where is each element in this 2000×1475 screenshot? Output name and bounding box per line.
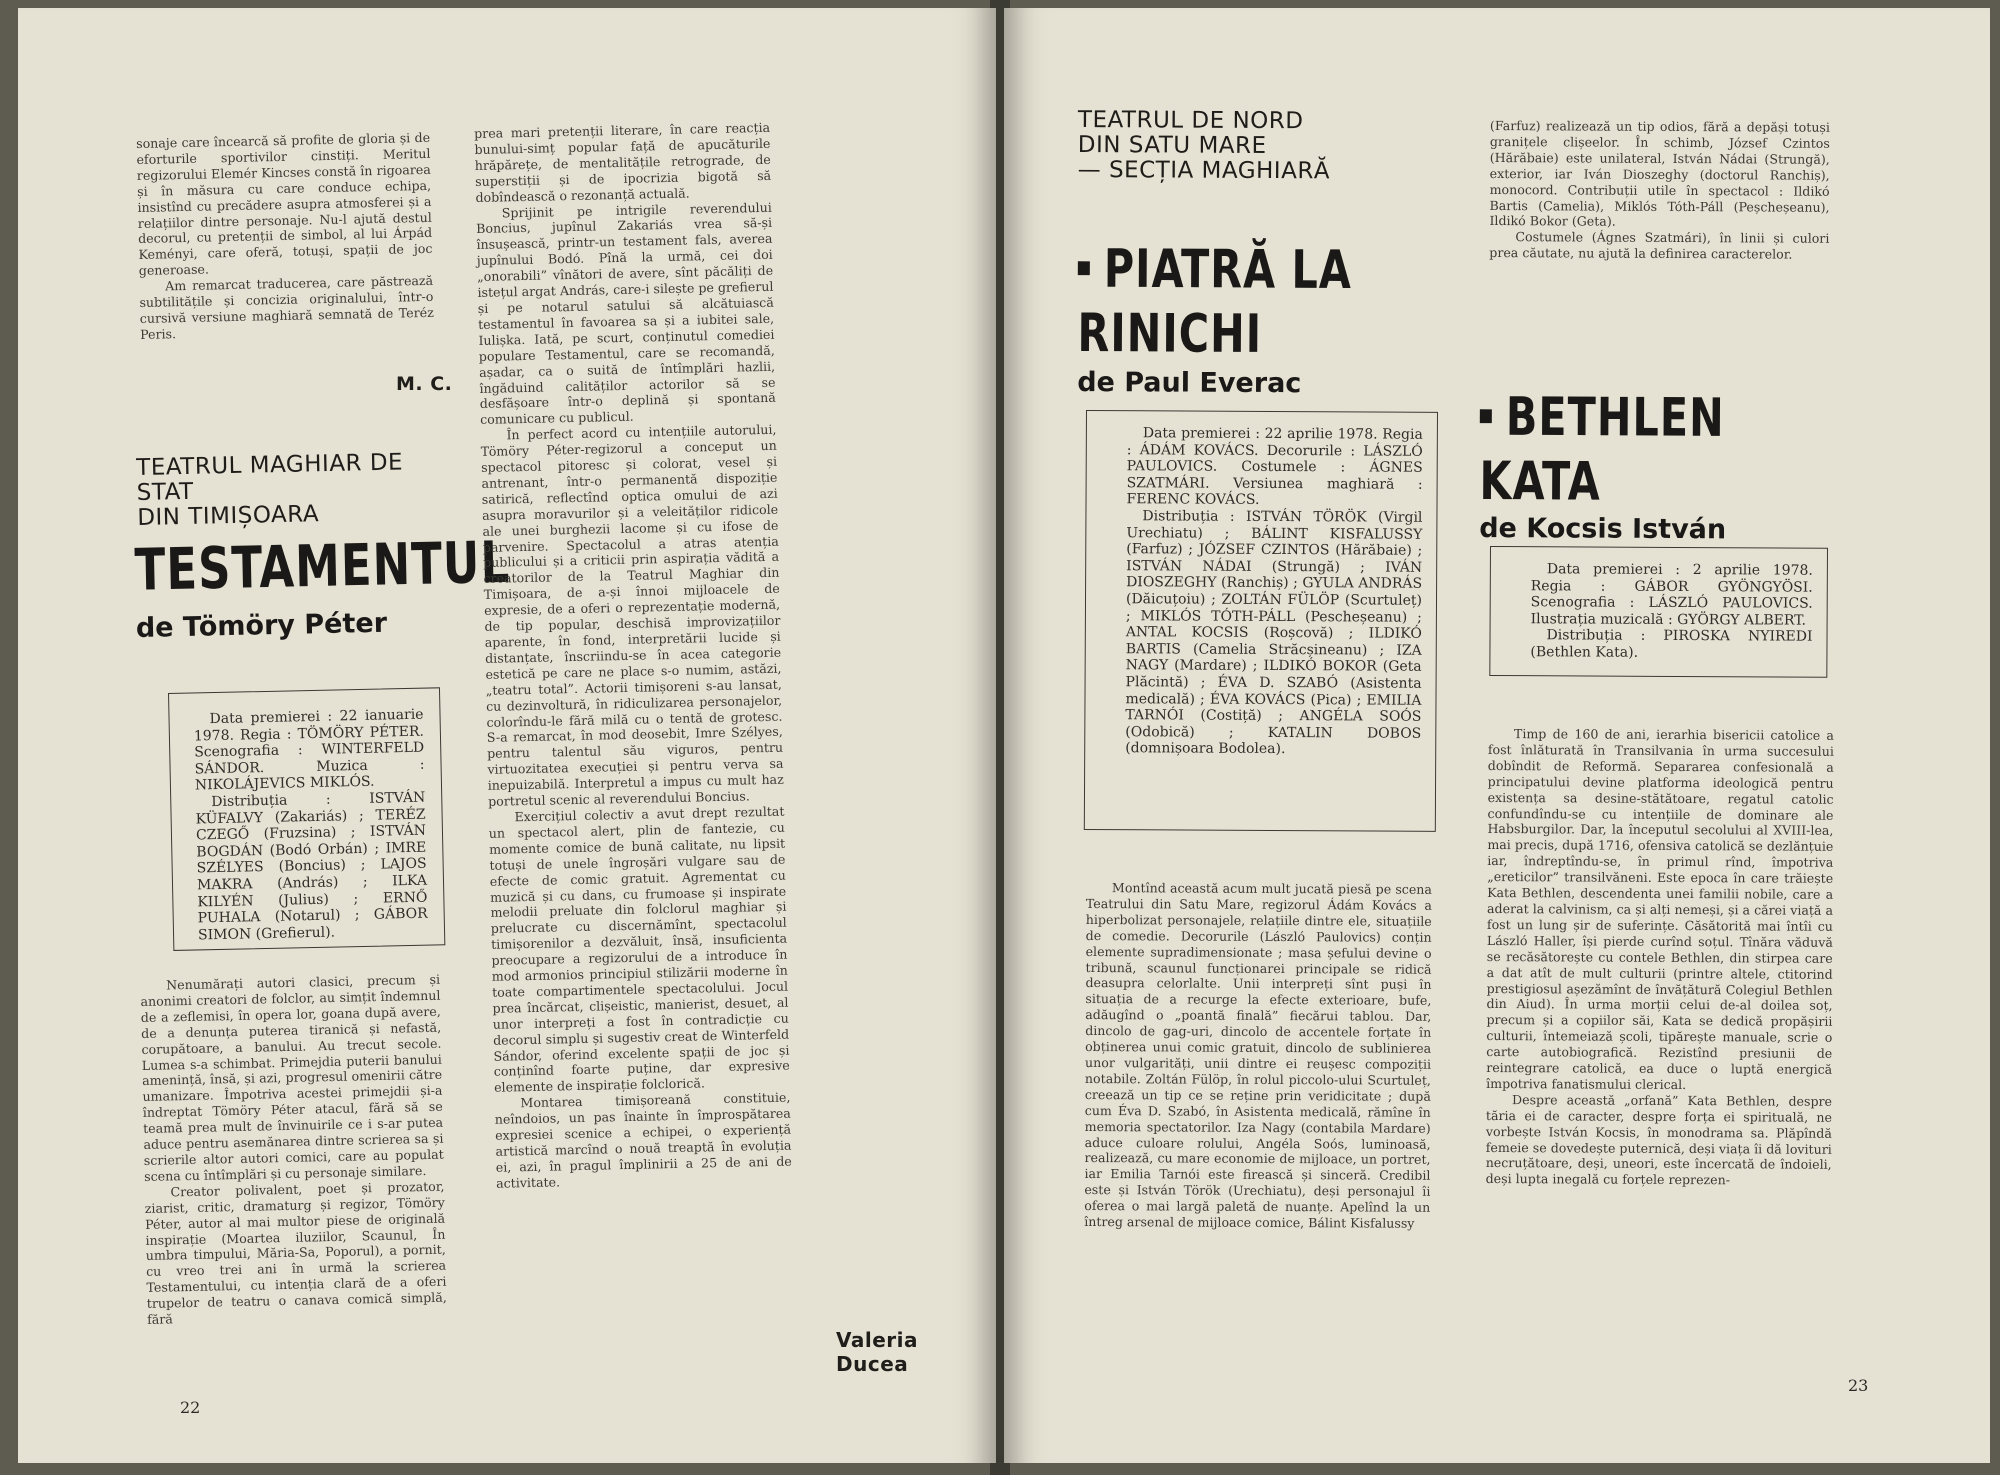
signature-mc: M. C.: [396, 373, 453, 395]
paragraph: Montînd această acum mult jucată piesă pe scena Teatrului din Satu Mare, regizorul Ádám Kovács a hiperbolizat personajele, relațiile dintre ele, situațiile de comedie. Decorurile (László Paulovics) conțin elemente supradimensionate ; masa șefului devine o tribună, scaunul funcționarei principale se ridică deasupra celorlalte. Unii interpreți sînt puși în situația de a recurge la efecte exterioare, bufe, adăugînd o „poantă finală” fiecărui tablou. Dar, dincolo de gag-uri, dincolo de accentele forțate în obținerea unui comic gratuit, dincolo de sublinierea unor vulgarități, unii dintre ei reușesc compoziții notabile. Zoltán Fülöp, în rolul piccolo-ului Scurtuleț, creează un tip ce se reține prin veridicitate ; după cum Éva D. Szabó, în Asistenta medicală, rămîne în memoria spectatorilor. Iza Nagy (contabila Mardare) aduce culoare rolului, Angéla Soós, luminoasă, realizează, cu mare economie de mijloace, un portret, iar Emilia Tarnói este firească și sinceră. Credibil este și István Török (Urechiatu), deși personajul îi oferea o mai largă paletă de nuanțe. Apelînd la un întreg arsenal de mijloace comice, Bálint Kisfalussy: [1084, 880, 1432, 1231]
credits-line: Data premierei : 2 aprilie 1978. Regia : GÁBOR GYÖNGYÖSI. Scenografia : LÁSZLÓ PAULOVICS. Ilustrația muzicală : GYÖRGY ALBERT.: [1530, 561, 1813, 629]
page-number: 22: [180, 1398, 201, 1417]
paragraph: În perfect acord cu intențiile autorului, Tömöry Péter-regizorul a conceput un spectacol pitoresc și colorat, vesel și antrenant, într-o permanentă dispoziție satirică, reflectînd optica omului de azi asupra moravurilor și a veleităților ridicole ale unei burghezii lacome și cu ifose de parvenire. Spectacolul a atras atenția publicului și a criticii prin aspirația vădită a creatorilor de la Teatrul Maghiar din Timișoara, de a-și înnoi mijloacele de expresie, de a oferi o reprezentație modernă, de tip popular, deschisă improvizațiilor aparente, în fond, interpretării lucide și distanțate, înscriindu-se în acea categorie estetică pe care ne place s-o numim, astăzi, „teatru total”. Actorii timișoreni s-au lansat, cu dezinvoltură, în ridiculizarea personajelor, colorîndu-le fără milă cu o tentă de grotesc. S-a remarcat, în mod deosebit, Imre Szélyes, pentru talentul său viguros, pentru virtuozitatea execuției și pentru verva sa inepuizabilă. Interpretul a impus cu mult haz portretul scenic al reverendului Boncius.: [480, 421, 784, 809]
theatre-name: TEATRUL MAGHIAR DE STAT DIN TIMIȘOARA: [135, 449, 404, 531]
credits-box: [168, 687, 445, 951]
paragraph: Costumele (Ágnes Szatmári), în linii și culori prea căutate, nu ajută la definirea caracterelor.: [1489, 229, 1830, 262]
section-testamentul-header: [136, 449, 458, 531]
play-title: [1479, 384, 1840, 515]
author-prefix: de: [1479, 512, 1517, 545]
play-author: [1077, 368, 1437, 400]
left-col1-bottom: [140, 972, 447, 1328]
right-col2-bottom: [1486, 726, 1834, 1189]
paragraph: Creator polivalent, poet și prozator, ziarist, critic, dramaturg și regizor, Tömöry Péter, autor al mai multor piese de originală inspirație (Moartea iluziilor, Scaunul, În umbra timpului, Măria-Sa, Poporul), a pornit, cu vreo trei ani în urmă la scrierea Testamentului, cu intenția clară de a oferi trupelor de teatru o canava comică simplă, fără: [144, 1178, 447, 1327]
paragraph: Sprijinit pe intrigile reverendului Boncius, jupînul Zakariás vrea să-și însușească, printr-un testament fals, averea jupînului Bodó. Pînă la urmă, cei doi „onorabili” vînători de avere, sînt păcăliți de istețul argat András, care-i silește pe grefierul și pe notarul satului să alcătuiască testamentul în favoarea sa și a iubitei sale, Iulișka. Iată, pe scurt, conținutul comediei populare Testamentul, care se recomandă, așadar, ca o suită de întîmplări hazlii, îngăduind calităților actorilor să se desfășoare într-o deplină și spontană comunicare cu publicul.: [475, 199, 776, 428]
left-col2: [474, 120, 792, 1192]
author-name: Tömöry Péter: [182, 607, 388, 643]
credits-box: [1084, 410, 1438, 832]
author-name: Paul Everac: [1124, 367, 1302, 400]
page-number: 23: [1848, 1376, 1869, 1395]
theatre-name: TEATRUL DE NORD DIN SATU MARE — SECȚIA MAGHIARĂ: [1077, 107, 1331, 185]
author-prefix: de: [135, 612, 174, 644]
section-testamentul-title-block: [133, 528, 511, 644]
author-prefix: de: [1077, 366, 1115, 399]
author-name: Kocsis István: [1526, 513, 1727, 546]
paragraph: Timp de 160 de ani, ierarhia bisericii catolice a fost înlăturată în Transilvania în urma succesului dobîndit de Reformă. Separarea confesională a principatului devine platforma ideologică pentru existența sa desine-stătătoare, regatul catolic confundîndu-se cu intențiile de dominare ale Habsburgilor. Dar, la începutul secolului al XVIII-lea, mai precis, după 1716, ofensiva catolică se dezlănțuie iar, îndreptîndu-se, în primul rînd, împotriva „ereticilor” transilvăneni. Este epoca în care trăiește Kata Bethlen, descendenta unei familii nobile, care a aderat la calvinism, ca și alți nemeși, și a cărei viață a fost un lung șir de suferințe. Căsătorită mai întîi cu László Haller, își pierde curînd soțul. Tînăra văduvă se recăsătorește cu contele Bethlen, din stirpea care a dat atît de mult culturii (printre altele, ctitorind prestigiosul așezămînt de învățătură Colegiul Bethlen din Aiud). În urma morții celui de-al doilea soț, precum și a copiilor săi, Kata se dedică propășirii culturii, întemeiază școli, tipărește manuale, scrie o carte autobiografică. Rezistînd presiunii de reintegrare catolică, ea duce o luptă energică împotriva fanatismului clerical.: [1486, 726, 1834, 1092]
right-page: [1004, 8, 1990, 1463]
signature-valeria-ducea: Valeria Ducea: [836, 1328, 919, 1376]
play-author: [136, 607, 457, 644]
credits-line: Data premierei : 22 aprilie 1978. Regia : ÁDÁM KOVÁCS. Decorurile : LÁSZLÓ PAULOVICS. Costumele : ÁGNES SZATMÁRI. Versiunea maghiară : FERENC KOVÁCS.: [1126, 425, 1423, 509]
play-title: TESTAMENTUL: [133, 528, 511, 604]
credits-line: Distribuția : ISTVÁN TÖRÖK (Virgil Urechiatu) ; BÁLINT KISFALUSSY (Farfuz) ; JÓZSEF CZINTOS (Hărăbaie) ; ISTVÁN NÁDAI (Strungă) ; IVÁN DIOSZEGHY (Ranchiș) ; GYULA ANDRÁS (Dăicuțoiu) ; ZOLTÁN FÜLÖP (Scurtuleț) ; MIKLÓS TÓTH-PÁLL (Pescheșeanu) ; ANTAL KOCSIS (Roșcovă) ; ILDIKÓ BARTIS (Camelia Străcșineanu) ; IZA NAGY (Mardare) ; ILDIKÓ BOKOR (Geta Plăcintă) ; ÉVA D. SZABÓ (Asistenta medicală) ; ÉVA KOVÁCS (Pica) ; EMILIA TARNÓI (Costiță) ; ANGÉLA SOÓS (Odobică) ; KATALIN DOBOS (domnișoara Bodolea).: [1125, 508, 1423, 758]
paragraph: Montarea timișoreană constituie, neîndoios, un pas înainte în împrospătarea expresiei scenice a echipei, o experiență artistică marcînd o nouă treaptă în evoluția ei, azi, în pragul împlinirii a 25 de ani de activitate.: [494, 1089, 792, 1191]
section-bethlen-title-block: [1479, 384, 1840, 546]
left-page: [18, 8, 996, 1463]
right-col2-top: [1489, 118, 1830, 263]
credits-line: Data premierei : 22 ianuarie 1978. Regia : TÖMÖRY PÉTER. Scenografia : WINTERFELD SÁNDOR. Muzica : NIKOLÁJEVICS MIKLÓS.: [193, 706, 425, 794]
play-title-text: PIATRĂ LA RINICHI: [1077, 237, 1353, 365]
paragraph: Despre această „orfană” Kata Bethlen, despre tăria ei de caracter, despre forța ei spirituală, ne vorbește István Kocsis, în monodrama sa. Plăpîndă femeie se dovedește puternică, deși viața îi dă lovituri necruțătoare, deși, uneori, este încercată de îndoieli, deși lupta inegală cu forțele reprezen-: [1485, 1091, 1833, 1188]
bullet-marker: [1078, 261, 1090, 275]
credits-line: Distribuția : PIROSKA NYIREDI (Bethlen Kata).: [1530, 627, 1813, 661]
play-author: [1479, 514, 1839, 546]
section-piatra-title-block: [1077, 236, 1438, 400]
credits-line: Distribuția : ISTVÁN KÜFALVY (Zakariás) ; TERÉZ CZEGŐ (Fruzsina) ; ISTVÁN BOGDÁN (Bodó Orbán) ; IMRE SZÉLYES (Boncius) ; LAJOS MAKRA (András) ; ILKA KILYÉN (Julius) ; ERNŐ PUHALA (Notarul) ; GÁBOR SIMON (Grefierul).: [195, 789, 428, 944]
play-title-text: BETHLEN KATA: [1479, 385, 1725, 513]
paragraph: Am remarcat traducerea, care păstrează subtilitățile și concizia originalului, într-o cursivă versiune maghiară semnată de Teréz Peris.: [139, 272, 434, 342]
paragraph: prea mari pretenții literare, în care reacția bunului-simț popular față de apucăturile hrăpărețe, de mentalitățile retrograde, de superstiții și de ipocrizia bigotă să dobîndească o rezonanță actuală.: [474, 119, 772, 205]
paragraph: Exercițiul colectiv a avut drept rezultat un spectacol alert, plin de fantezie, cu momente comice de bună calitate, nu lipsit totuși de unele îngroșări vulgare sau de efecte de comic gratuit. Agrementat cu muzică și cu dans, cu frumoase și inspirate melodii preluate din folclorul maghiar și prelucrate cu discernămînt, spectacolul timișorenilor a dezvăluit, însă, insuficienta preocupare a regizorului de a introduce în mod armonios principiul stilizării moderne în toate compartimentele spectacolului. Jocul prea încărcat, clișeistic, manierist, desuet, al unor interpreți a fost în contradicție cu decorul simplu și sugestiv creat de Winterfeld Sándor, oferind excelente spații de joc și conținînd foarte puține, dar expresive elemente de inspirație folclorică.: [488, 803, 790, 1096]
right-col1: [1084, 880, 1432, 1232]
paragraph: (Farfuz) realizează un tip odios, fără a depăși totuși granițele clișeelor. În schimb, József Czintos (Hărăbaie) este unilateral, István Nádai (Strungă), exterior, iar Iván Dioszeghy (doctorul Ranchiș), monocord. Contribuții utile în spectacol : Ildikó Bartis (Camelia), Miklós Tóth-Páll (Peșcheșeanu), Ildikó Bokor (Geta).: [1489, 118, 1830, 230]
paragraph: Nenumărați autori clasici, precum și anonimi creatori de folclor, au simțit îndemnul de a zeflemisi, în opera lor, goana după avere, de a denunța puterea tiranică și nefastă, corupătoare, a banului. Au trecut secole. Lumea s-a schimbat. Primejdia puterii banului amenință, însă, și azi, progresul omenirii către umanizare. Împotriva acestei primejdii și-a îndreptat Tömöry Péter atacul, fără să se teamă prea mult de învinuirile ce i s-ar putea aduce pentru asemănarea dintre scrierea sa și scrierile altor autori comici, care au populat scena cu întîmplări și cu personaje similare.: [140, 971, 444, 1184]
play-title: [1077, 236, 1438, 367]
credits-box: [1489, 546, 1828, 678]
section-piatra-header: [1078, 108, 1408, 185]
left-col1-top: [136, 130, 434, 343]
paragraph: sonaje care încearcă să profite de gloria și de eforturile sportivilor cinstiți. Meritul regizorului Elemér Kincses constă în rigoarea și în măsura cu care conduce echipa, insistînd cu precădere asupra atmosferei și a relațiilor dintre personaje. Nu-l ajută destul decorul, cu pretenții de simbol, al lui Árpád Keményi, care oferă, totuși, spații de joc generoase.: [136, 129, 433, 279]
bullet-marker: [1480, 409, 1492, 423]
